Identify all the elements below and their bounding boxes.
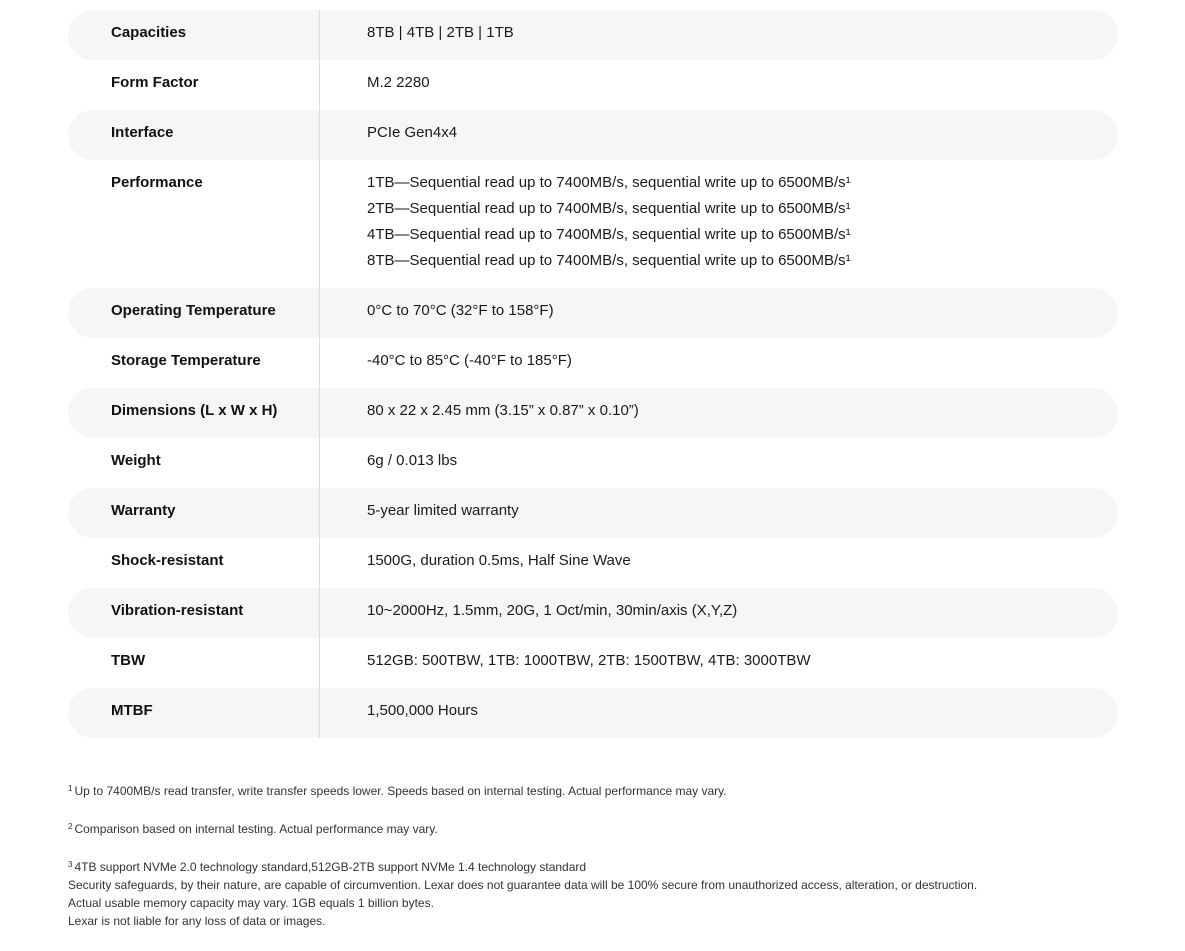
- footnote-marker: 1: [68, 784, 73, 793]
- spec-row-operating-temperature: [68, 288, 1118, 338]
- spec-label: Weight: [111, 452, 161, 469]
- spec-row-capacities: [68, 10, 1118, 60]
- spec-row-interface: [68, 110, 1118, 160]
- spec-value: 8TB | 4TB | 2TB | 1TB: [367, 24, 514, 41]
- spec-row-form-factor: [68, 60, 1118, 110]
- footnote-text: Up to 7400MB/s read transfer, write transfer speeds lower. Speeds based on internal testing. Actual performance may vary.: [74, 784, 727, 798]
- spec-label: Performance: [111, 174, 203, 191]
- spec-label: Form Factor: [111, 74, 199, 91]
- spec-row-performance: [68, 160, 1118, 288]
- spec-value: 512GB: 500TBW, 1TB: 1000TBW, 2TB: 1500TBW, 4TB: 3000TBW: [367, 652, 811, 669]
- spec-value: 80 x 22 x 2.45 mm (3.15” x 0.87” x 0.10”): [367, 402, 639, 419]
- footnote-3: [68, 856, 1148, 930]
- performance-line: 1TB—Sequential read up to 7400MB/s, sequential write up to 6500MB/s¹: [367, 174, 851, 191]
- spec-table: [68, 10, 1118, 738]
- column-divider: [319, 10, 320, 738]
- performance-line: 2TB—Sequential read up to 7400MB/s, sequential write up to 6500MB/s¹: [367, 200, 851, 217]
- footnote-marker: 3: [68, 860, 73, 869]
- performance-line: 8TB—Sequential read up to 7400MB/s, sequential write up to 6500MB/s¹: [367, 252, 851, 269]
- spec-label: TBW: [111, 652, 146, 669]
- spec-label: Warranty: [111, 502, 176, 519]
- spec-label: Operating Temperature: [111, 302, 276, 319]
- spec-row-vibration-resistant: [68, 588, 1118, 638]
- spec-label: Capacities: [111, 24, 187, 41]
- disclaimer-line: Security safeguards, by their nature, are capable of circumvention. Lexar does not guarantee data will be 100% secure from unauthorized access, alteration, or destruction.: [68, 878, 978, 892]
- spec-value: 10~2000Hz, 1.5mm, 20G, 1 Oct/min, 30min/axis (X,Y,Z): [367, 602, 738, 619]
- performance-line: 4TB—Sequential read up to 7400MB/s, sequential write up to 6500MB/s¹: [367, 226, 851, 243]
- spec-row-warranty: [68, 488, 1118, 538]
- spec-label: Shock-resistant: [111, 552, 224, 569]
- spec-row-dimensions: [68, 388, 1118, 438]
- footnote-1: [68, 780, 1148, 800]
- spec-label: Interface: [111, 124, 174, 141]
- footnote-marker: 2: [68, 822, 73, 831]
- spec-row-weight: [68, 438, 1118, 488]
- footnote-text: Comparison based on internal testing. Actual performance may vary.: [74, 822, 438, 836]
- footnote-2: [68, 818, 1148, 838]
- spec-label: MTBF: [111, 702, 153, 719]
- spec-value: 0°C to 70°C (32°F to 158°F): [367, 302, 554, 319]
- spec-value: 1500G, duration 0.5ms, Half Sine Wave: [367, 552, 631, 569]
- spec-value: -40°C to 85°C (-40°F to 185°F): [367, 352, 572, 369]
- spec-value-list: [320, 160, 851, 284]
- disclaimer-line: Lexar is not liable for any loss of data or images.: [68, 914, 326, 928]
- disclaimer-line: Actual usable memory capacity may vary. 1GB equals 1 billion bytes.: [68, 896, 434, 910]
- spec-label: Vibration-resistant: [111, 602, 244, 619]
- spec-value: PCIe Gen4x4: [367, 124, 458, 141]
- spec-label: Dimensions (L x W x H): [111, 402, 278, 419]
- spec-row-storage-temperature: [68, 338, 1118, 388]
- footnote-text: 4TB support NVMe 2.0 technology standard,512GB-2TB support NVMe 1.4 technology standard: [74, 860, 587, 874]
- spec-value: 1,500,000 Hours: [367, 702, 478, 719]
- spec-row-shock-resistant: [68, 538, 1118, 588]
- footnotes: [68, 780, 1148, 948]
- spec-value: 6g / 0.013 lbs: [367, 452, 458, 469]
- spec-row-tbw: [68, 638, 1118, 688]
- spec-row-mtbf: [68, 688, 1118, 738]
- spec-label: Storage Temperature: [111, 352, 261, 369]
- spec-value: 5-year limited warranty: [367, 502, 519, 519]
- spec-value: M.2 2280: [367, 74, 430, 91]
